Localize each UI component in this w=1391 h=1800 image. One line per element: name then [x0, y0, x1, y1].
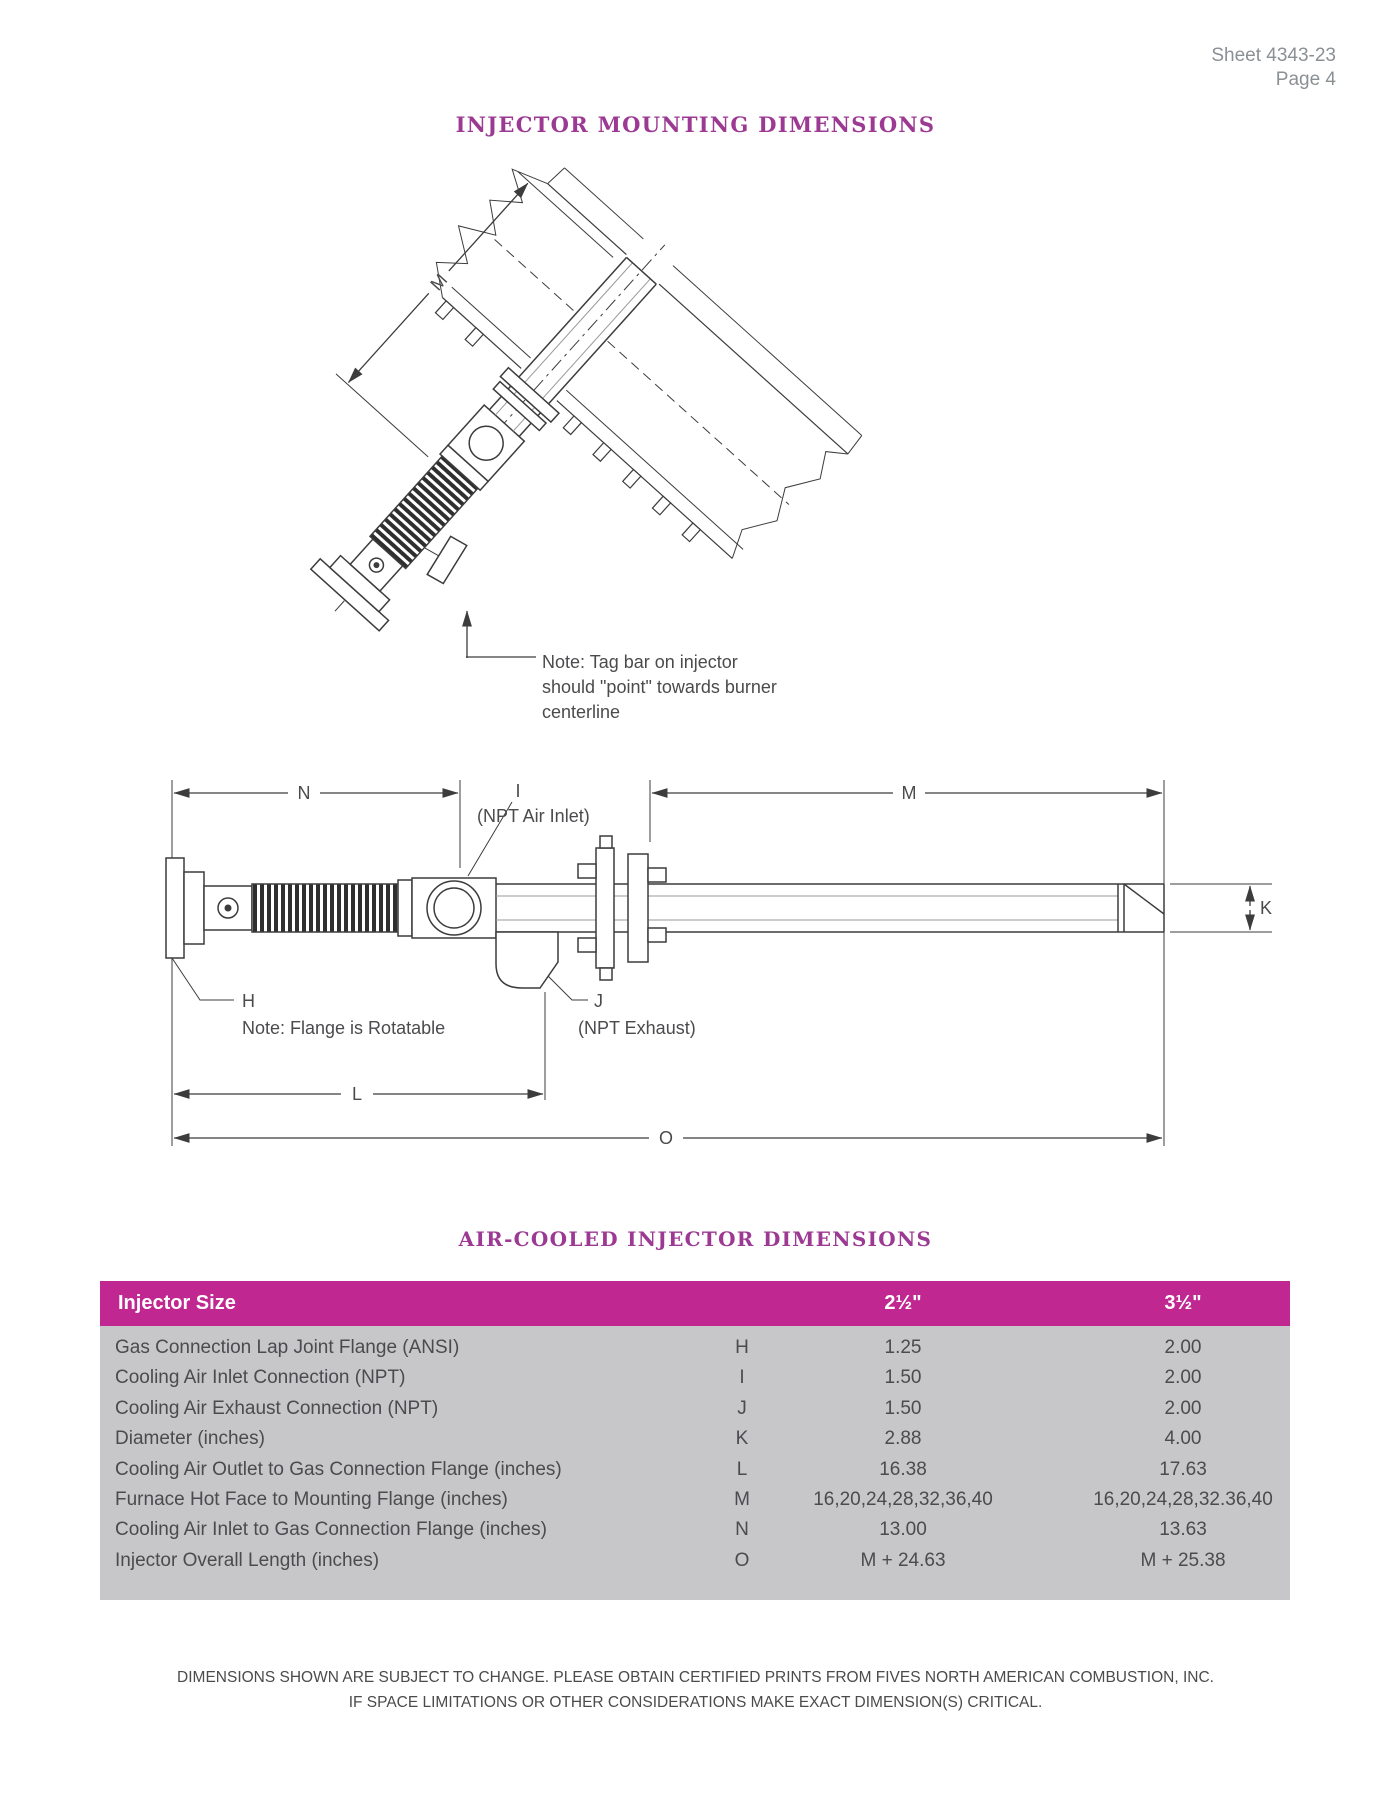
- table-body: [100, 1326, 1290, 1600]
- disclaimer-line-2: IF SPACE LIMITATIONS OR OTHER CONSIDERATIONS MAKE EXACT DIMENSION(S) CRITICAL.: [348, 1694, 1043, 1711]
- tag-bar-note: [466, 611, 777, 722]
- row-dim-letter: L: [736, 1458, 748, 1480]
- air-inlet-housing-side: [412, 878, 496, 938]
- row-dim-letter: H: [735, 1337, 749, 1358]
- table-row: [100, 1455, 1290, 1485]
- table-row: [100, 1424, 1290, 1454]
- extension-lines: [172, 780, 1272, 1146]
- row-value-3-5in: 2.00: [1164, 1397, 1202, 1419]
- col-header-injector-size: Injector Size: [118, 1292, 236, 1314]
- dim-label-i-sub: (NPT Air Inlet): [477, 806, 590, 826]
- dim-label-o: O: [658, 1128, 674, 1148]
- page-number: Page 4: [1275, 69, 1336, 90]
- table-row: [100, 1546, 1290, 1576]
- dim-label-l: L: [351, 1084, 363, 1104]
- row-value-2-5in: 16,20,24,28,32,36,40: [813, 1488, 993, 1510]
- dim-label-n: N: [297, 783, 311, 803]
- dim-label-h: H: [242, 991, 255, 1011]
- injector-tip: [1118, 884, 1164, 932]
- row-value-2-5in: 13.00: [879, 1519, 927, 1541]
- table-row: [100, 1515, 1290, 1545]
- disclaimer: [0, 1665, 1391, 1715]
- table-row: [100, 1394, 1290, 1424]
- table-row: [100, 1333, 1290, 1363]
- note-line-2: should "point" towards burner: [542, 677, 777, 697]
- row-value-2-5in: 1.25: [884, 1337, 922, 1358]
- row-value-3-5in: 17.63: [1159, 1458, 1207, 1480]
- row-label: Cooling Air Exhaust Connection (NPT): [115, 1397, 439, 1419]
- row-value-3-5in: M + 25.38: [1140, 1549, 1226, 1571]
- row-dim-letter: M: [734, 1488, 750, 1510]
- row-value-3-5in: 2.00: [1164, 1367, 1202, 1389]
- row-label: Furnace Hot Face to Mounting Flange (inches): [115, 1488, 508, 1510]
- row-label: Cooling Air Outlet to Gas Connection Flange (inches): [115, 1458, 562, 1480]
- flange-note: Note: Flange is Rotatable: [242, 1018, 446, 1038]
- table-row: [100, 1485, 1290, 1515]
- row-value-2-5in: 2.88: [884, 1428, 922, 1450]
- row-value-3-5in: 16,20,24,28,32.36,40: [1093, 1488, 1273, 1510]
- dimensions-table: [100, 1281, 1290, 1600]
- row-value-2-5in: 16.38: [879, 1458, 927, 1480]
- row-label: Gas Connection Lap Joint Flange (ANSI): [115, 1337, 460, 1358]
- row-label: Cooling Air Inlet to Gas Connection Flange (inches): [115, 1519, 547, 1541]
- dim-label-j: J: [594, 991, 603, 1011]
- sheet-number: Sheet 4343-23: [1211, 45, 1336, 66]
- disclaimer-line-1: DIMENSIONS SHOWN ARE SUBJECT TO CHANGE. PLEASE OBTAIN CERTIFIED PRINTS FROM FIVES NORTH AMERICAN COMBUSTION, INC.: [177, 1669, 1214, 1686]
- row-dim-letter: J: [737, 1397, 747, 1419]
- row-value-2-5in: 1.50: [884, 1397, 922, 1419]
- dim-label-j-sub: (NPT Exhaust): [578, 1018, 696, 1038]
- gas-connection-flange: [166, 858, 184, 958]
- row-value-2-5in: M + 24.63: [860, 1549, 946, 1571]
- row-dim-letter: K: [735, 1428, 749, 1450]
- side-view-drawing: [166, 780, 1272, 1148]
- dim-label-i: I: [515, 781, 521, 801]
- row-value-3-5in: 4.00: [1164, 1428, 1202, 1450]
- corrugated-hose-side: [252, 884, 398, 932]
- exhaust-elbow: [496, 932, 558, 988]
- row-dim-letter: I: [739, 1367, 745, 1389]
- row-label: Diameter (inches): [115, 1428, 265, 1450]
- row-dim-letter: N: [735, 1519, 749, 1541]
- dim-label-k: K: [1260, 898, 1273, 918]
- injector-side-view: [166, 836, 1164, 988]
- row-value-2-5in: 1.50: [884, 1367, 922, 1389]
- col-header-3-5in: 3½": [1164, 1292, 1202, 1314]
- dim-label-m-top: M: [426, 269, 452, 295]
- page-title: INJECTOR MOUNTING DIMENSIONS: [455, 112, 936, 137]
- table-row: [100, 1363, 1290, 1393]
- row-label: Injector Overall Length (inches): [115, 1549, 380, 1571]
- injector-angled: [311, 240, 688, 641]
- table-title: AIR-COOLED INJECTOR DIMENSIONS: [458, 1227, 933, 1251]
- col-header-2-5in: 2½": [884, 1292, 922, 1314]
- dimension-lines: [174, 793, 1250, 1138]
- note-line-1: Note: Tag bar on injector: [542, 652, 738, 672]
- row-dim-letter: O: [734, 1549, 750, 1571]
- row-value-3-5in: 2.00: [1164, 1337, 1202, 1358]
- mounting-flange-assembly: [578, 836, 666, 980]
- furnace-wall: [405, 141, 863, 581]
- row-label: Cooling Air Inlet Connection (NPT): [115, 1367, 406, 1389]
- note-line-3: centerline: [542, 702, 621, 722]
- table-header-row: [100, 1281, 1290, 1326]
- row-value-3-5in: 13.63: [1159, 1519, 1207, 1541]
- dim-label-m: M: [901, 783, 917, 803]
